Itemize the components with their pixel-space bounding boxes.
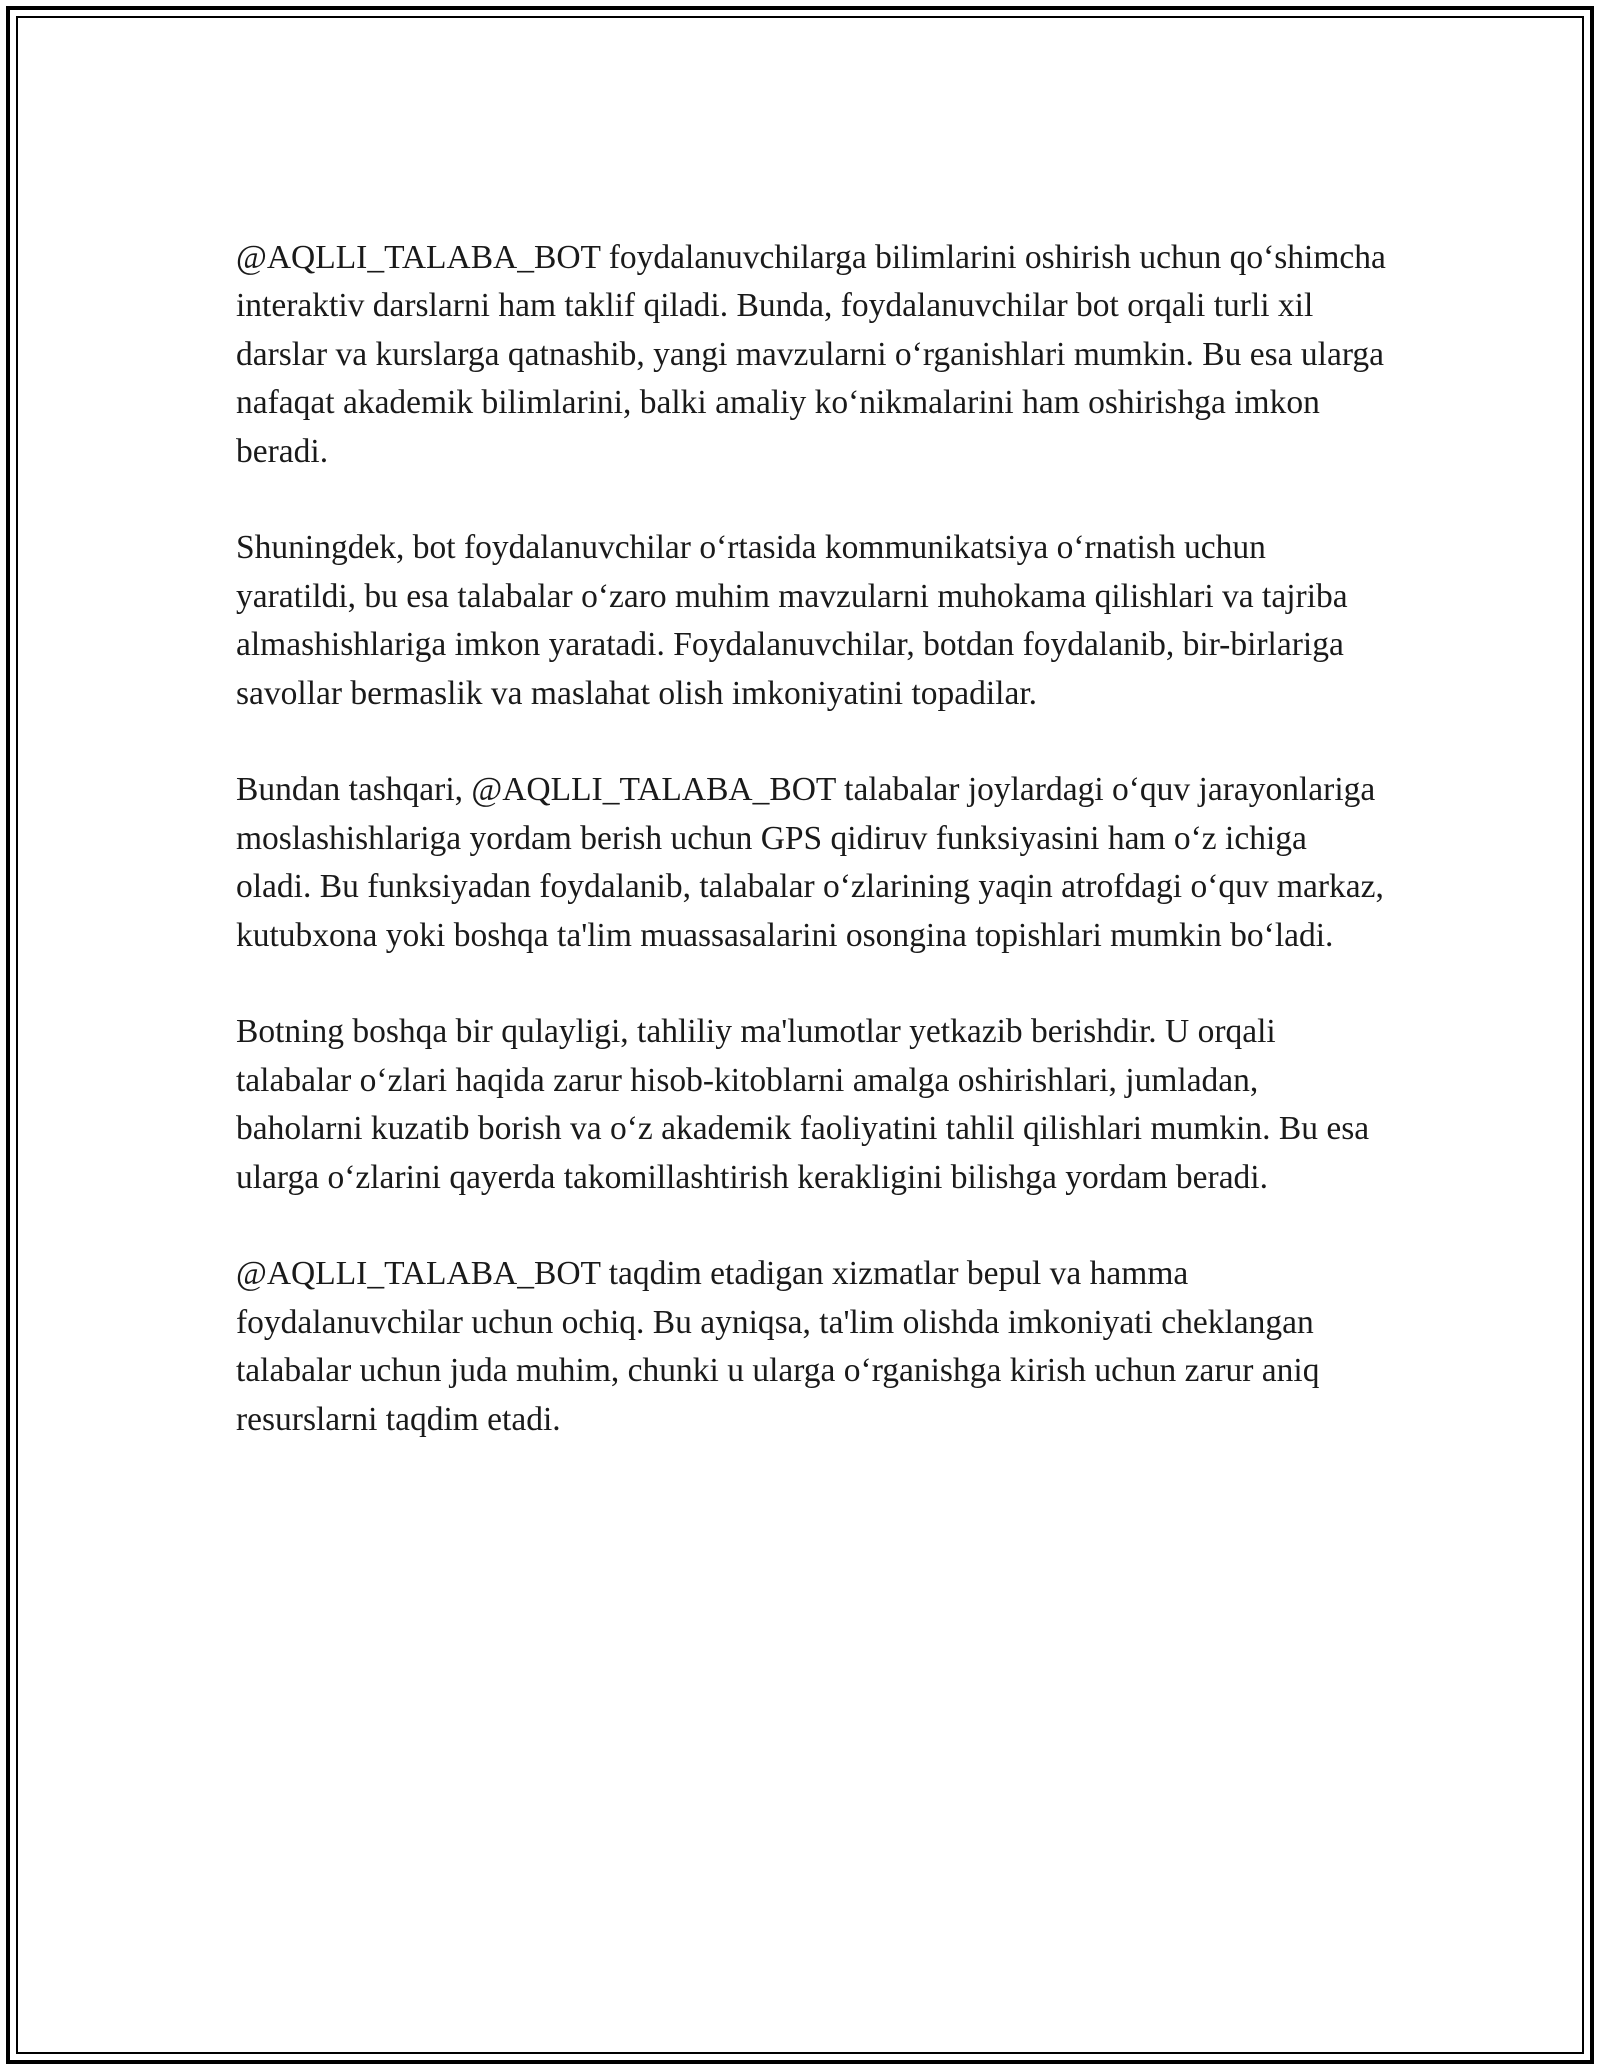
paragraph-interactive-lessons: @AQLLI_TALABA_BOT foydalanuvchilarga bilimlarini oshirish uchun qo‘shimcha interaktiv darslarni ham taklif qiladi. Bunda, foydalanuvchilar bot orqali turli xil darslar va kurslarga qatnashib, yangi mavzularni o‘rganishlari mumkin. Bu esa ularga nafaqat akademik bilimlarini, balki amaliy ko‘nikmalarini ham oshirishga imkon beradi. (236, 239, 1386, 470)
paragraph-free-services: @AQLLI_TALABA_BOT taqdim etadigan xizmatlar bepul va hamma foydalanuvchilar uchun ochiq. Bu ayniqsa, ta'lim olishda imkoniyati cheklangan talabalar uchun juda muhim, chunki u ularga o‘rganishga kirish uchun zarur aniq resurslarni taqdim etadi. (236, 1255, 1320, 1438)
paragraph-analytics: Botning boshqa bir qulayligi, tahliliy ma'lumotlar yetkazib berishdir. U orqali talabalar o‘zlari haqida zarur hisob-kitoblarni amalga oshirishlari, jumladan, baholarni kuzatib borish va o‘z akademik faoliyatini tahlil qilishlari mumkin. Bu esa ularga o‘zlarini qayerda takomillashtirish kerakligini bilishga yordam beradi. (236, 1013, 1370, 1196)
paragraph-gps-search: Bundan tashqari, @AQLLI_TALABA_BOT talabalar joylardagi o‘quv jarayonlariga moslashishlariga yordam berish uchun GPS qidiruv funksiyasini ham o‘z ichiga oladi. Bu funksiyadan foydalanib, talabalar o‘zlarining yaqin atrofdagi o‘quv markaz, kutubxona yoki boshqa ta'lim muassasalarini osongina topishlari mumkin bo‘ladi. (236, 771, 1384, 954)
document-body (236, 234, 1386, 1444)
paragraph-communication: Shuningdek, bot foydalanuvchilar o‘rtasida kommunikatsiya o‘rnatish uchun yaratildi, bu esa talabalar o‘zaro muhim mavzularni muhokama qilishlari va tajriba almashishlariga imkon yaratadi. Foydalanuvchilar, botdan foydalanib, bir-birlariga savollar bermaslik va maslahat olish imkoniyatini topadilar. (236, 529, 1348, 712)
